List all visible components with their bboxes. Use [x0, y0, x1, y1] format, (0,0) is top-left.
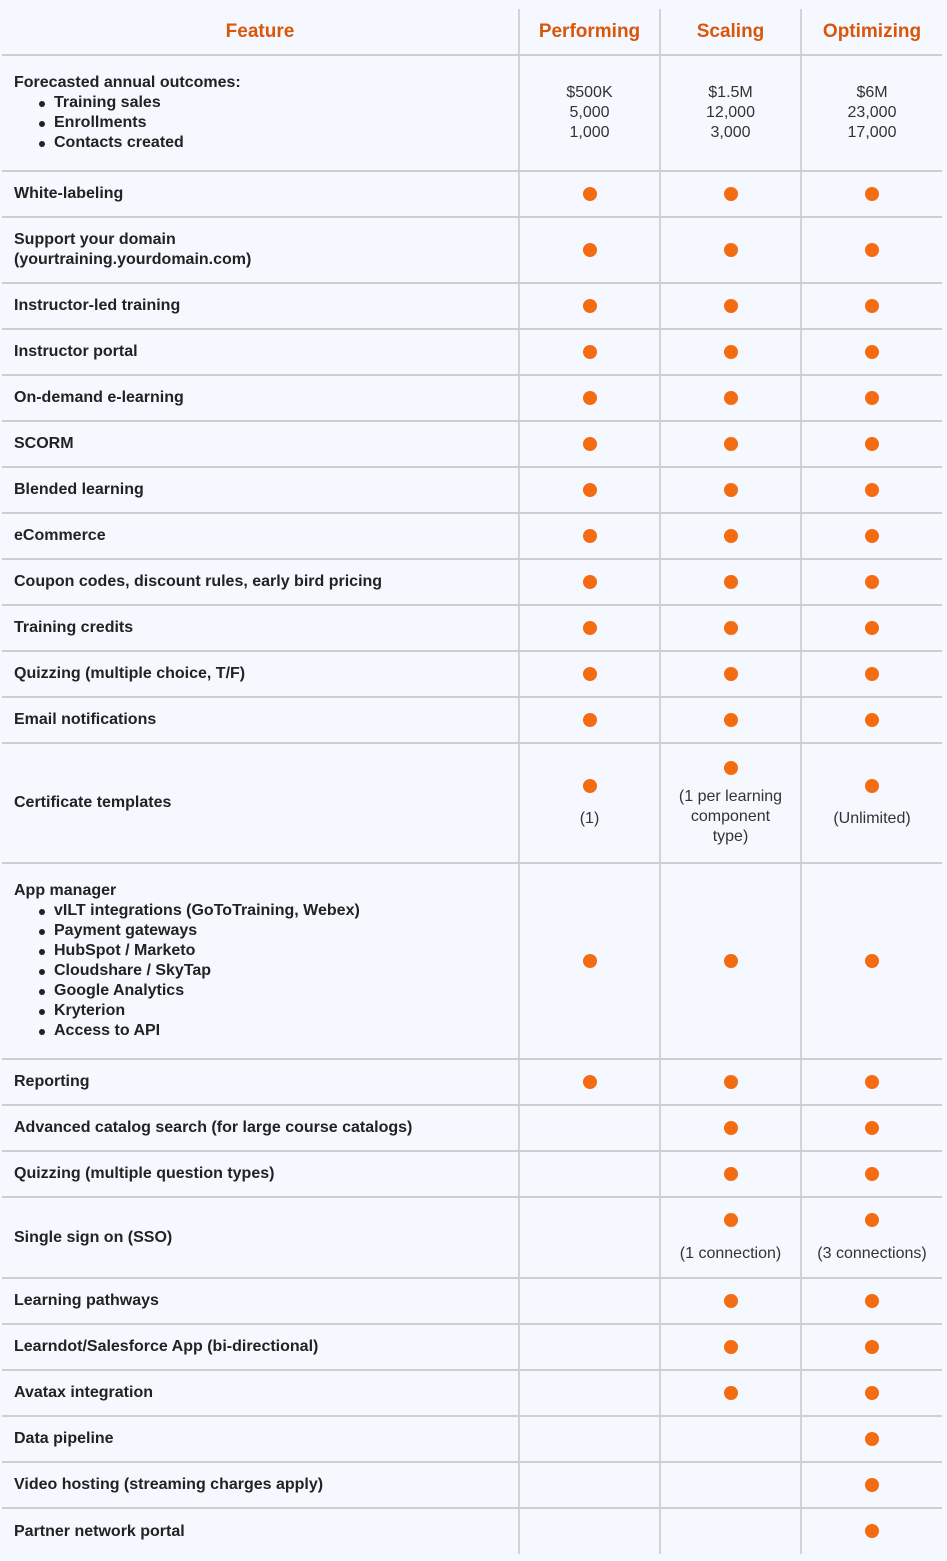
feature-name: Blended learning: [14, 481, 144, 498]
cell-optimizing: [801, 1059, 942, 1105]
feature-comparison-table: [2, 9, 942, 1554]
cell-scaling: [660, 171, 801, 217]
cell-performing: [519, 697, 660, 743]
table-row: [2, 217, 942, 283]
cell-optimizing: [801, 559, 942, 605]
included-dot-icon: [865, 1478, 879, 1492]
included-dot-icon: [724, 529, 738, 543]
cell-performing: [519, 217, 660, 283]
cell-optimizing: [801, 329, 942, 375]
included-dot-icon: [724, 1294, 738, 1308]
feature-name: Quizzing (multiple choice, T/F): [14, 665, 246, 682]
feature-subitem: Kryterion: [54, 1001, 518, 1021]
cell-performing: [519, 1105, 660, 1151]
feature-name: App manager: [14, 882, 117, 899]
outcomes-optimizing: [801, 55, 942, 171]
cell-scaling: [660, 1059, 801, 1105]
feature-subitem: Payment gateways: [54, 921, 518, 941]
feature-label: [2, 605, 519, 651]
feature-label: [2, 467, 519, 513]
included-dot-icon: [724, 391, 738, 405]
included-dot-icon: [865, 529, 879, 543]
cell-optimizing: [801, 1324, 942, 1370]
feature-name: SCORM: [14, 435, 74, 452]
table-row: [2, 1105, 942, 1151]
included-dot-icon: [865, 1524, 879, 1538]
cell-scaling: [660, 605, 801, 651]
cell-scaling: [660, 1197, 801, 1278]
cell-optimizing: [801, 467, 942, 513]
cell-optimizing: [801, 217, 942, 283]
feature-name: Email notifications: [14, 711, 157, 728]
included-dot-icon: [583, 391, 597, 405]
cell-optimizing: [801, 605, 942, 651]
feature-label: [2, 1416, 519, 1462]
cell-scaling: [660, 467, 801, 513]
outcome-value: 23,000: [847, 104, 897, 121]
cell-scaling: [660, 743, 801, 863]
included-dot-icon: [724, 187, 738, 201]
outcomes-row: [2, 55, 942, 171]
included-dot-icon: [724, 621, 738, 635]
header-plan-optimizing: Optimizing: [801, 9, 942, 55]
feature-note: (1 connection): [679, 1244, 782, 1262]
cell-performing: [519, 1059, 660, 1105]
feature-label: [2, 217, 519, 283]
included-dot-icon: [865, 1294, 879, 1308]
cell-performing: [519, 329, 660, 375]
cell-performing: [519, 863, 660, 1059]
header-plan-scaling: Scaling: [660, 9, 801, 55]
cell-performing: [519, 1370, 660, 1416]
table-row: [2, 1462, 942, 1508]
table-row: [2, 283, 942, 329]
outcome-item: Training sales: [54, 93, 518, 113]
included-dot-icon: [865, 437, 879, 451]
included-dot-icon: [865, 483, 879, 497]
feature-label: [2, 1151, 519, 1197]
cell-performing: [519, 1416, 660, 1462]
included-dot-icon: [865, 1213, 879, 1227]
included-dot-icon: [724, 713, 738, 727]
included-dot-icon: [865, 1432, 879, 1446]
cell-scaling: [660, 1370, 801, 1416]
feature-subitems: [14, 901, 518, 1041]
included-dot-icon: [865, 713, 879, 727]
feature-name: Video hosting (streaming charges apply): [14, 1476, 324, 1493]
table-row: [2, 559, 942, 605]
feature-subitem: HubSpot / Marketo: [54, 941, 518, 961]
feature-name: Coupon codes, discount rules, early bird pricing: [14, 573, 383, 590]
feature-name: Support your domain (yourtraining.yourdomain.com): [14, 231, 252, 268]
outcomes-list: [14, 93, 518, 153]
included-dot-icon: [724, 483, 738, 497]
table-row: [2, 697, 942, 743]
outcome-item: Contacts created: [54, 133, 518, 153]
outcomes-scaling: [660, 55, 801, 171]
cell-optimizing: [801, 1370, 942, 1416]
feature-name: Single sign on (SSO): [14, 1228, 173, 1246]
included-dot-icon: [724, 667, 738, 681]
feature-label: [2, 513, 519, 559]
cell-scaling: [660, 697, 801, 743]
cell-performing: [519, 467, 660, 513]
included-dot-icon: [865, 1340, 879, 1354]
header-plan-performing: Performing: [519, 9, 660, 55]
included-dot-icon: [724, 1213, 738, 1227]
included-dot-icon: [583, 667, 597, 681]
cell-optimizing: [801, 421, 942, 467]
cell-performing: [519, 1324, 660, 1370]
cell-performing: [519, 283, 660, 329]
feature-subitem: Cloudshare / SkyTap: [54, 961, 518, 981]
cell-optimizing: [801, 863, 942, 1059]
outcomes-label: [2, 55, 519, 171]
cell-optimizing: [801, 1197, 942, 1278]
feature-label: [2, 1105, 519, 1151]
outcome-value: $1.5M: [708, 84, 753, 101]
table-row: [2, 1370, 942, 1416]
cell-performing: [519, 513, 660, 559]
included-dot-icon: [583, 529, 597, 543]
included-dot-icon: [865, 391, 879, 405]
feature-subitem: Access to API: [54, 1021, 518, 1041]
cell-scaling: [660, 1151, 801, 1197]
feature-note: (Unlimited): [833, 810, 911, 827]
feature-label: [2, 1197, 519, 1278]
feature-name: Quizzing (multiple question types): [14, 1165, 275, 1182]
feature-label: [2, 375, 519, 421]
outcome-value: 12,000: [706, 104, 755, 121]
cell-optimizing: [801, 171, 942, 217]
cell-optimizing: [801, 1278, 942, 1324]
feature-label: [2, 697, 519, 743]
feature-name: White-labeling: [14, 185, 124, 202]
cell-optimizing: [801, 513, 942, 559]
included-dot-icon: [865, 243, 879, 257]
cell-scaling: [660, 283, 801, 329]
included-dot-icon: [583, 713, 597, 727]
cell-optimizing: [801, 283, 942, 329]
included-dot-icon: [865, 779, 879, 793]
included-dot-icon: [724, 437, 738, 451]
outcome-value: 5,000: [569, 104, 610, 121]
feature-name: Reporting: [14, 1073, 90, 1090]
included-dot-icon: [583, 345, 597, 359]
feature-name: Data pipeline: [14, 1430, 114, 1447]
feature-label: [2, 1059, 519, 1105]
table-row: [2, 1059, 942, 1105]
table-row: [2, 605, 942, 651]
included-dot-icon: [865, 1121, 879, 1135]
cell-scaling: [660, 421, 801, 467]
included-dot-icon: [865, 575, 879, 589]
feature-note: (1 per learning component type): [678, 788, 783, 845]
feature-name: Training credits: [14, 619, 134, 636]
table-row: [2, 171, 942, 217]
outcomes-performing: [519, 55, 660, 171]
cell-scaling: [660, 1416, 801, 1462]
included-dot-icon: [865, 299, 879, 313]
cell-scaling: [660, 1462, 801, 1508]
feature-name: Certificate templates: [14, 794, 172, 811]
included-dot-icon: [865, 667, 879, 681]
feature-name: Learndot/Salesforce App (bi-directional): [14, 1338, 319, 1355]
feature-note: (3 connections): [817, 1244, 927, 1262]
included-dot-icon: [724, 345, 738, 359]
included-dot-icon: [583, 243, 597, 257]
feature-label: [2, 171, 519, 217]
feature-subitem: vILT integrations (GoToTraining, Webex): [54, 901, 518, 921]
included-dot-icon: [583, 437, 597, 451]
outcome-value: 3,000: [710, 124, 751, 141]
feature-name: Advanced catalog search (for large course catalogs): [14, 1119, 413, 1136]
table-row: [2, 467, 942, 513]
feature-name: Instructor portal: [14, 343, 138, 360]
feature-label: [2, 421, 519, 467]
feature-name: Avatax integration: [14, 1384, 153, 1401]
cell-optimizing: [801, 1105, 942, 1151]
feature-label: [2, 651, 519, 697]
cell-scaling: [660, 375, 801, 421]
feature-label: [2, 329, 519, 375]
feature-name: Partner network portal: [14, 1522, 185, 1540]
cell-optimizing: [801, 375, 942, 421]
cell-optimizing: [801, 743, 942, 863]
cell-scaling: [660, 1508, 801, 1554]
feature-name: Learning pathways: [14, 1292, 159, 1309]
cell-scaling: [660, 559, 801, 605]
table-row: [2, 651, 942, 697]
table-row: [2, 421, 942, 467]
included-dot-icon: [865, 1167, 879, 1181]
included-dot-icon: [724, 954, 738, 968]
cell-performing: [519, 1508, 660, 1554]
cell-scaling: [660, 1324, 801, 1370]
cell-optimizing: [801, 697, 942, 743]
cell-scaling: [660, 863, 801, 1059]
table-row: [2, 329, 942, 375]
included-dot-icon: [865, 345, 879, 359]
cell-performing: [519, 1278, 660, 1324]
outcome-value: $500K: [566, 84, 613, 101]
cell-performing: [519, 375, 660, 421]
table-row: [2, 743, 942, 863]
feature-label: [2, 283, 519, 329]
table-row: [2, 1151, 942, 1197]
cell-scaling: [660, 329, 801, 375]
outcomes-title: Forecasted annual outcomes:: [14, 74, 241, 91]
included-dot-icon: [724, 243, 738, 257]
included-dot-icon: [724, 299, 738, 313]
table-row: [2, 513, 942, 559]
included-dot-icon: [865, 187, 879, 201]
feature-name: On-demand e-learning: [14, 389, 184, 406]
included-dot-icon: [724, 1167, 738, 1181]
cell-performing: [519, 559, 660, 605]
included-dot-icon: [583, 299, 597, 313]
cell-performing: [519, 171, 660, 217]
included-dot-icon: [583, 1075, 597, 1089]
cell-performing: [519, 421, 660, 467]
table-row: [2, 375, 942, 421]
included-dot-icon: [583, 779, 597, 793]
feature-note: (1): [579, 810, 600, 827]
included-dot-icon: [724, 1075, 738, 1089]
cell-optimizing: [801, 1416, 942, 1462]
included-dot-icon: [583, 954, 597, 968]
cell-optimizing: [801, 1462, 942, 1508]
included-dot-icon: [724, 1386, 738, 1400]
cell-performing: [519, 1197, 660, 1278]
outcome-value: $6M: [856, 84, 888, 101]
feature-label: [2, 1508, 519, 1554]
cell-scaling: [660, 513, 801, 559]
included-dot-icon: [865, 954, 879, 968]
cell-optimizing: [801, 651, 942, 697]
cell-performing: [519, 743, 660, 863]
cell-performing: [519, 1151, 660, 1197]
header-feature: Feature: [2, 9, 519, 55]
included-dot-icon: [583, 575, 597, 589]
included-dot-icon: [583, 483, 597, 497]
feature-label: [2, 1462, 519, 1508]
feature-label: [2, 1324, 519, 1370]
cell-scaling: [660, 651, 801, 697]
table-row: [2, 1508, 942, 1554]
outcome-item: Enrollments: [54, 113, 518, 133]
included-dot-icon: [865, 1386, 879, 1400]
included-dot-icon: [724, 575, 738, 589]
table-row: [2, 1324, 942, 1370]
table-row: [2, 1416, 942, 1462]
feature-label: [2, 1278, 519, 1324]
cell-performing: [519, 651, 660, 697]
cell-scaling: [660, 1278, 801, 1324]
included-dot-icon: [724, 1340, 738, 1354]
cell-scaling: [660, 1105, 801, 1151]
cell-performing: [519, 605, 660, 651]
included-dot-icon: [583, 187, 597, 201]
table-row: [2, 1278, 942, 1324]
included-dot-icon: [865, 1075, 879, 1089]
outcome-value: 17,000: [847, 124, 897, 141]
feature-label: [2, 743, 519, 863]
included-dot-icon: [865, 621, 879, 635]
table-row: [2, 863, 942, 1059]
cell-performing: [519, 1462, 660, 1508]
outcome-value: 1,000: [569, 124, 610, 141]
cell-optimizing: [801, 1151, 942, 1197]
feature-subitem: Google Analytics: [54, 981, 518, 1001]
included-dot-icon: [724, 1121, 738, 1135]
cell-optimizing: [801, 1508, 942, 1554]
header-row: [2, 9, 942, 55]
feature-label: [2, 863, 519, 1059]
feature-name: Instructor-led training: [14, 297, 181, 314]
table-row: [2, 1197, 942, 1278]
cell-scaling: [660, 217, 801, 283]
included-dot-icon: [583, 621, 597, 635]
included-dot-icon: [724, 761, 738, 775]
feature-label: [2, 559, 519, 605]
feature-name: eCommerce: [14, 527, 106, 544]
feature-label: [2, 1370, 519, 1416]
